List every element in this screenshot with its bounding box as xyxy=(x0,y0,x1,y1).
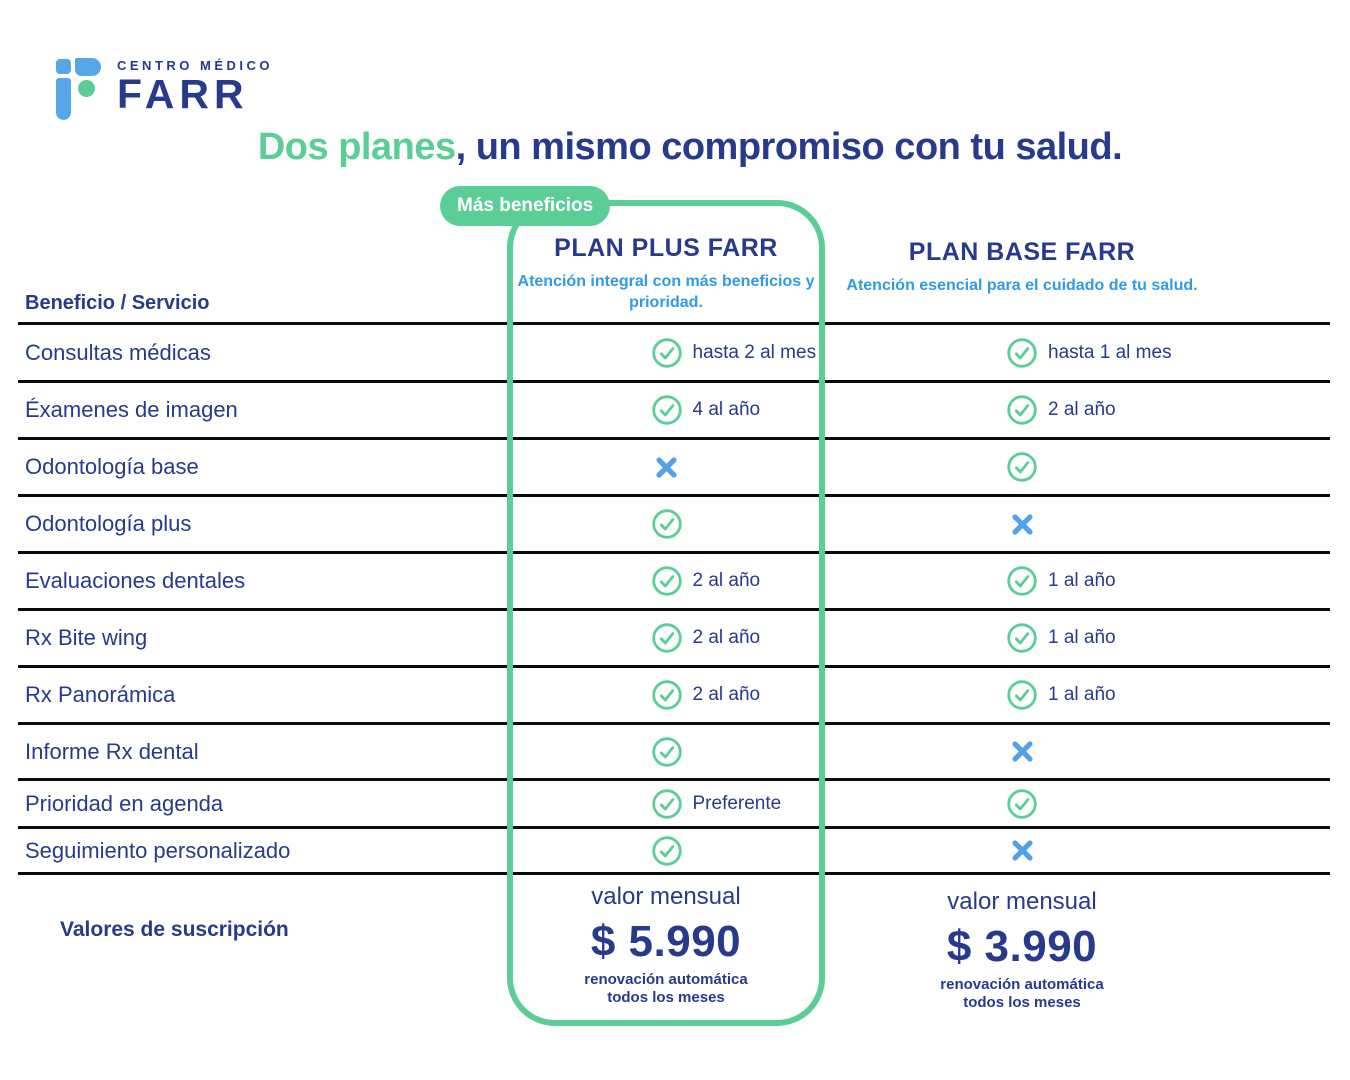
plus-price-block xyxy=(507,883,825,1007)
plus-cell xyxy=(508,383,825,437)
benefit-label: Consultas médicas xyxy=(25,339,211,365)
plus-cell xyxy=(508,611,825,665)
brand-logo xyxy=(55,58,273,121)
check-circle-icon xyxy=(1007,789,1037,819)
check-circle-icon xyxy=(652,623,682,653)
subscription-values-label: Valores de suscripción xyxy=(60,918,289,941)
plan-plus-name: PLAN PLUS FARR xyxy=(554,234,778,262)
benefit-label: Seguimiento personalizado xyxy=(25,837,291,863)
plus-cell-text: 4 al año xyxy=(692,399,761,420)
check-circle-icon xyxy=(652,789,682,819)
plus-price: $ 5.990 xyxy=(590,917,742,966)
table-row xyxy=(18,826,1330,872)
logo-square-shape xyxy=(56,59,71,74)
benefit-label: Éxamenes de imagen xyxy=(25,397,238,422)
base-cell-text: 2 al año xyxy=(1048,399,1116,420)
check-circle-icon xyxy=(1007,452,1037,482)
plus-renewal-note-line2: todos los meses xyxy=(607,989,725,1006)
base-cell xyxy=(825,325,1219,380)
comparison-table xyxy=(18,322,1330,875)
plus-cell xyxy=(508,725,825,778)
benefit-label: Odontología base xyxy=(25,454,199,479)
benefit-label: Informe Rx dental xyxy=(25,738,199,764)
benefit-label: Odontología plus xyxy=(25,511,192,536)
farr-logo-icon xyxy=(55,58,103,121)
check-circle-icon xyxy=(652,680,682,710)
base-cell xyxy=(825,781,1219,826)
benefit-label: Rx Panorámica xyxy=(25,682,176,707)
table-row xyxy=(18,551,1330,608)
benefit-column-header: Beneficio / Servicio xyxy=(25,292,210,314)
table-row xyxy=(18,665,1330,722)
plus-cell xyxy=(508,781,825,826)
table-row xyxy=(18,608,1330,665)
logo-topbar-shape xyxy=(75,58,101,76)
check-circle-icon xyxy=(1007,623,1037,653)
logo-brand-top: CENTRO MÉDICO xyxy=(117,58,273,73)
base-renewal-note xyxy=(825,976,1219,1012)
cross-icon xyxy=(652,452,682,482)
plus-renewal-note xyxy=(507,971,825,1007)
base-cell xyxy=(825,829,1219,872)
plan-plus-subtitle: Atención integral con más beneficios y prioridad. xyxy=(517,273,815,311)
table-row xyxy=(18,322,1330,380)
plan-base-header xyxy=(825,238,1219,297)
check-circle-icon xyxy=(652,338,682,368)
base-cell-text: 1 al año xyxy=(1048,684,1116,705)
check-circle-icon xyxy=(652,395,682,425)
table-row xyxy=(18,437,1330,494)
logo-green-dot xyxy=(78,80,95,97)
plus-cell xyxy=(508,668,825,722)
base-cell xyxy=(825,611,1219,665)
benefit-label: Rx Bite wing xyxy=(25,625,148,650)
table-row xyxy=(18,380,1330,437)
table-row xyxy=(18,778,1330,826)
check-circle-icon xyxy=(1007,680,1037,710)
plus-cell-text: hasta 2 al mes xyxy=(692,341,817,363)
plus-cell xyxy=(508,829,825,872)
check-circle-icon xyxy=(1007,395,1037,425)
plus-cell xyxy=(508,440,825,494)
plus-cell xyxy=(508,497,825,551)
page-title-rest: , un mismo compromiso con tu salud. xyxy=(455,126,1123,168)
plus-cell-text: Preferente xyxy=(692,792,782,814)
check-circle-icon xyxy=(652,509,682,539)
plus-cell xyxy=(508,554,825,608)
page-title xyxy=(0,126,1350,169)
plan-base-subtitle: Atención esencial para el cuidado de tu salud. xyxy=(846,277,1198,294)
plus-renewal-note-line1: renovación automática xyxy=(584,971,748,988)
base-price-block xyxy=(825,888,1219,1012)
base-cell-text: 1 al año xyxy=(1048,570,1116,591)
plus-cell-text: 2 al año xyxy=(692,627,761,648)
table-row xyxy=(18,722,1330,778)
check-circle-icon xyxy=(1007,338,1037,368)
base-cell xyxy=(825,725,1219,778)
logo-text xyxy=(117,58,273,115)
check-circle-icon xyxy=(652,566,682,596)
plus-cell-text: 2 al año xyxy=(692,684,761,705)
base-price: $ 3.990 xyxy=(946,922,1098,971)
base-cell xyxy=(825,554,1219,608)
plus-cell-text: 2 al año xyxy=(692,570,761,591)
page-title-highlight: Dos planes xyxy=(257,126,456,168)
table-row xyxy=(18,494,1330,551)
base-renewal-note-line1: renovación automática xyxy=(940,976,1104,993)
logo-brand-name: FARR xyxy=(117,71,249,117)
base-cell xyxy=(825,440,1219,494)
cross-icon xyxy=(1007,737,1037,767)
benefit-label: Evaluaciones dentales xyxy=(25,568,246,593)
base-cell xyxy=(825,668,1219,722)
base-cell xyxy=(825,497,1219,551)
cross-icon xyxy=(1007,509,1037,539)
base-cell xyxy=(825,383,1219,437)
base-cell-text: 1 al año xyxy=(1048,627,1116,648)
cross-icon xyxy=(1007,836,1037,866)
check-circle-icon xyxy=(652,737,682,767)
logo-stem-shape xyxy=(56,78,71,120)
base-cell-text: hasta 1 al mes xyxy=(1048,341,1172,363)
plus-period-label: valor mensual xyxy=(591,883,741,910)
base-renewal-note-line2: todos los meses xyxy=(963,994,1081,1011)
plus-cell xyxy=(508,325,825,380)
check-circle-icon xyxy=(1007,566,1037,596)
more-benefits-badge: Más beneficios xyxy=(440,186,610,226)
plan-base-name: PLAN BASE FARR xyxy=(908,238,1136,266)
plan-plus-header xyxy=(507,234,825,314)
base-period-label: valor mensual xyxy=(947,888,1097,915)
check-circle-icon xyxy=(652,836,682,866)
benefit-label: Prioridad en agenda xyxy=(25,790,224,816)
